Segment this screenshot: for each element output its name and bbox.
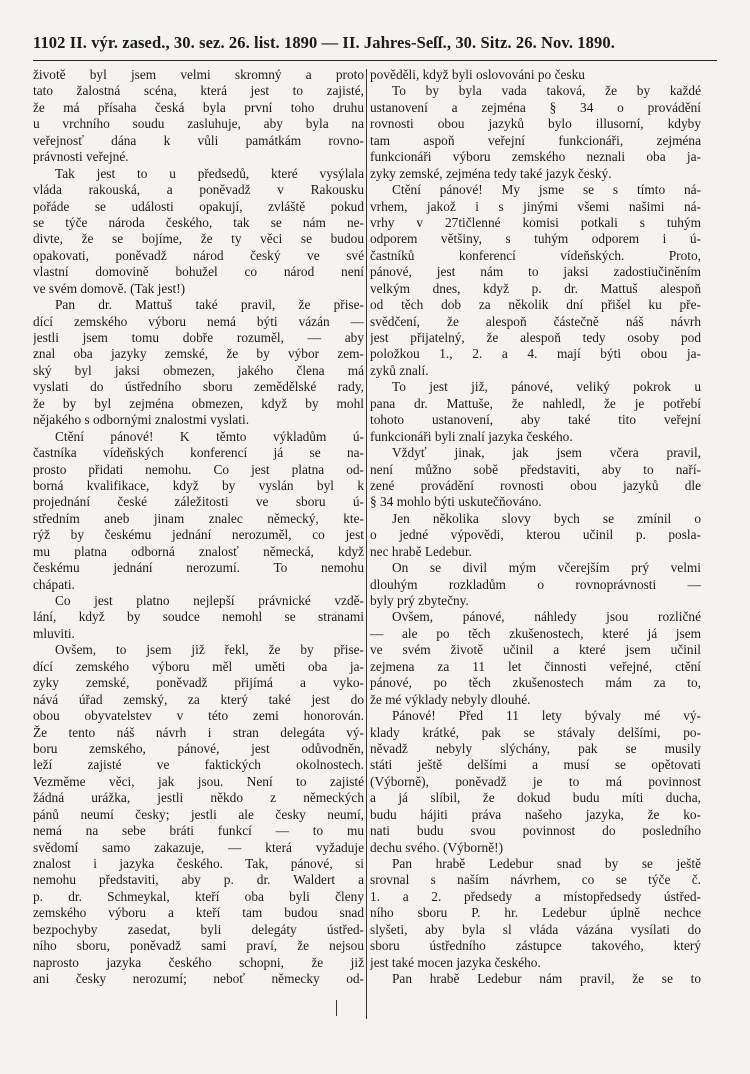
text-line: byly prý zbytečny. (370, 593, 469, 608)
text-line: ustanovení a zejména § 34 o provádění (370, 99, 701, 115)
column-divider (366, 69, 367, 1019)
right-column (370, 67, 701, 988)
text-line: ský byl jaksi obmezen, jakého člena má (33, 362, 364, 378)
text-line: nává úřad zemský, za který také jest do (33, 691, 364, 707)
text-line: Co jest platno nejlepší právnické vzdě- (55, 593, 364, 608)
text-line: — ale po těch zkušenostech, které já jsem (370, 625, 701, 641)
text-line: pana dr. Mattuše, že nahledl, že je potřebí (370, 395, 701, 411)
text-line: zené provádění rovnosti obou jazyků dle (370, 477, 701, 493)
text-line: dechu svého. (Výborně!) (370, 839, 504, 855)
text-line: pánové, jest nám to jaksi zadostiučiněním (370, 264, 701, 280)
text-line: jest také mocen jazyka českého. (370, 954, 541, 970)
text-line: rýž by českému jednání nerozuměl, co jest (33, 527, 364, 543)
text-line: Že tento náš návrh i stran delegáta vý- (33, 724, 364, 740)
text-line: budu hájiti práva našeho jazyka, že ko- (370, 806, 701, 822)
text-line: leží zajisté ve faktických okolnostech. (33, 757, 364, 773)
text-line: dlouhým rozkladům o rovnoprávnosti — (370, 576, 701, 592)
text-line: tohoto ustanovení, aby také tito veřejní (370, 412, 701, 428)
text-line: vyslati do ústředního sboru zemědělské rady, (33, 379, 364, 395)
text-line: znal oba jazyky zemské, že by výbor zem- (33, 346, 364, 362)
text-line: svědčení, že alespoň částečně náš návrh (370, 313, 701, 329)
text-line: srovnal s naším návrhem, co se týče č. (370, 872, 701, 888)
text-line: odporem většiny, s tuhým odporem i ú- (370, 231, 701, 247)
text-line: Pan dr. Mattuš také pravil, že přise- (55, 297, 364, 313)
text-line: opakovati, poněvadž národ český ve své (33, 247, 364, 263)
text-line: veřejnosť dána k vůli památkám rovno- (33, 132, 364, 148)
text-line: pořáde se události opakují, zvláště pokud (33, 198, 364, 214)
left-column (33, 67, 364, 988)
text-line: velkým dnes, když p. dr. Mattuš alespoň (370, 280, 701, 296)
text-line: že má přísaha česká byla první toho druhu (33, 99, 364, 115)
text-line: a já slíbil, že dokud budu míti ducha, (370, 790, 701, 806)
text-line: nemá na sebe bráti funkcí — to mu (33, 823, 364, 839)
text-line: mu platna odborná znalosť německá, když (33, 543, 364, 559)
text-line: vrhem, jakož i s jinými všemi našimi ná- (370, 198, 701, 214)
page (33, 30, 717, 1060)
text-line: zemského výboru a kteří tam budou snad (33, 905, 364, 921)
text-line: nec hrabě Ledebur. (370, 543, 472, 559)
text-line: zyky zemské, poněvadž přijímá a vyko- (33, 675, 364, 691)
text-line: nemohu představiti, aby p. dr. Waldert a (33, 872, 364, 888)
text-line: se týče národa českého, tak se nám ne- (33, 214, 364, 230)
text-line: ve svém životě učinil a které jsem učinil (370, 642, 701, 658)
text-line: obou obyvatelstev v této zemi honorován. (33, 708, 364, 724)
text-line: Ctění pánové! K těmto výkladům ú- (55, 428, 364, 444)
text-line: dící zemského výboru nemá býti vázán — (33, 313, 364, 329)
text-line: Vezměme věci, jak jsou. Není to zajisté (33, 773, 364, 789)
text-line: rovnosti obou jazyků bylo illusorní, kdyby (370, 116, 701, 132)
text-line: vrhy v 27tičlenné komisi potkali s tuhým (370, 214, 701, 230)
text-line: zyky zemské, zejména tedy také jazyk český. (370, 165, 612, 181)
text-line: že by byl zejména obmezen, když by mohl (33, 395, 364, 411)
text-line: znalost i jazyka českého. Tak, pánové, si (33, 856, 364, 871)
text-line: Ovšem, to jsem již řekl, že by přise- (55, 642, 364, 658)
text-line: To jest již, pánové, veliký pokrok u (392, 379, 701, 395)
text-line: dící zemského výboru měl uměti oba ja- (33, 658, 364, 674)
text-line: zejmena za 11 let činnosti veřejné, ctění (370, 658, 701, 674)
text-line: Vždyť jinak, jak jsem včera pravil, (392, 445, 701, 461)
text-line: životě byl jsem velmi skromný a proto (33, 67, 364, 82)
text-line: položkou 1., 2. a 4. mají býti obou ja- (370, 346, 701, 362)
text-line: vláda rakouská, a poněvadž v Rakousku (33, 182, 364, 198)
page-header: 1102 II. výr. zased., 30. sez. 26. list. 1890 — II. Jahres-Seſſ., 30. Sitz. 26. Nov. 1890. (33, 30, 717, 61)
text-line: středním aneb jinam znalec německý, kte- (33, 510, 364, 526)
text-line: o jedné výpovědi, kterou učinil p. posla- (370, 527, 701, 543)
text-line: vlastní domovině bohužel co národ není (33, 264, 364, 280)
text-line: funkcionáři výboru zemského neznali oba ja- (370, 149, 701, 165)
text-line: svědomí samo zakazuje, — která vyžaduje (33, 839, 364, 855)
text-line: Tak jest to u předsedů, které vysýlala (55, 165, 364, 181)
text-line: pověděli, když byli oslovováni po česku (370, 67, 585, 82)
text-line: tato žalostná scéna, která jest to zajisté, (33, 83, 364, 99)
text-line: p. dr. Schmeykal, kteří oba byli členy (33, 888, 364, 904)
text-line: On se divil mým včerejším prý velmi (392, 560, 701, 576)
text-line: ního sboru P. hr. Ledebur úplně nechce (370, 905, 701, 921)
text-line: naprosto jazyka českého schopni, že již (33, 954, 364, 970)
text-line: funkcionáři byli znalí jazyka českého. (370, 428, 573, 444)
text-line: Jen několika slovy bych se zmínil o (392, 510, 701, 526)
text-line: právnosti veřejné. (33, 149, 129, 165)
text-line: jest přijatelný, že alespoň tedy osoby pod (370, 330, 701, 345)
text-line: mluviti. (33, 625, 75, 641)
text-line: boru zemského, pánové, jest odůvodněn, (33, 740, 364, 756)
text-line: (Výborně), poněvadž je to má povinnost (370, 773, 701, 789)
text-line: ve svém domově. (Tak jest!) (33, 280, 186, 296)
text-line: žádná urážka, jestli někdo z německých (33, 790, 364, 806)
text-line: tam aspoň veřejní funkcionáři, zejména (370, 132, 701, 148)
text-line: Ctění pánové! My jsme se s tímto ná- (392, 182, 701, 198)
text-line: chápati. (33, 576, 75, 592)
text-line: Pan hrabě Ledebur snad by se ještě (392, 856, 701, 871)
text-line: borná kvalifikace, když by vyslán byl k (33, 477, 364, 493)
text-line: § 34 mohlo býti uskutečňováno. (370, 494, 542, 510)
text-line: není můžno sobě představiti, aby to naří- (370, 461, 701, 477)
text-line: slyšeti, aby byla sl vláda vázána vysílati do (370, 921, 701, 937)
text-line: u vrchního soudu zasluhuje, aby byla na (33, 116, 364, 132)
text-line: pánů neumí česky; jestli ale česky neumí, (33, 806, 364, 822)
text-line: zyků znalí. (370, 362, 429, 378)
text-line: lání, když by soudce nemohl se stranami (33, 609, 364, 625)
text-line: To by byla vada taková, že by každé (392, 83, 701, 99)
column-divider-end (336, 1000, 338, 1016)
text-line: prosto přidati nemohu. Co jest platna od- (33, 461, 364, 477)
text-line: častníků konferencí vídeňských. Proto, (370, 247, 701, 263)
text-line: Pan hrabě Ledebur nám pravil, že se to (392, 971, 701, 987)
text-line: Pánové! Před 11 lety bývaly mé vý- (392, 708, 701, 724)
text-line: od těch dob za několik dní přišel ku pře- (370, 297, 701, 313)
text-line: nějakého s odbornými znalostmi vyslati. (33, 412, 250, 428)
text-line: něvadž nebyly slýchány, pak se musily (370, 740, 701, 756)
text-line: bezpochyby zasedat, byli delegáty ústřed- (33, 921, 364, 937)
text-line: ního sboru, poněvadž sami praví, že nejsou (33, 938, 364, 954)
text-line: projednání české záležitosti ve sboru ú- (33, 494, 364, 510)
text-line: nati budu svou povinnost do posledního (370, 823, 701, 839)
text-line: státi ještě delšími a musí se opětovati (370, 757, 701, 773)
text-line: českému jednání nerozumí. To nemohu (33, 560, 364, 576)
text-line: klady krátké, pak se stávaly delšími, po- (370, 724, 701, 740)
text-line: jestli jsem tomu dobře rozuměl, — aby (33, 330, 364, 345)
text-line: 1. a 2. předsedy a místopředsedy ústřed- (370, 888, 701, 904)
text-line: Ovšem, pánové, náhledy jsou rozličné (392, 609, 701, 625)
text-line: pánové, po těch zkušenostech mám za to, (370, 675, 701, 691)
text-line: ani česky nerozumí; neboť německy od- (33, 971, 364, 987)
text-line: častníka vídeňských konferencí já se na- (33, 445, 364, 461)
text-line: divte, že se bojíme, že ty věci se budou (33, 231, 364, 247)
text-line: sboru ústředního zástupce takového, který (370, 938, 701, 954)
text-line: že mé výklady nebyly dlouhé. (370, 691, 531, 707)
